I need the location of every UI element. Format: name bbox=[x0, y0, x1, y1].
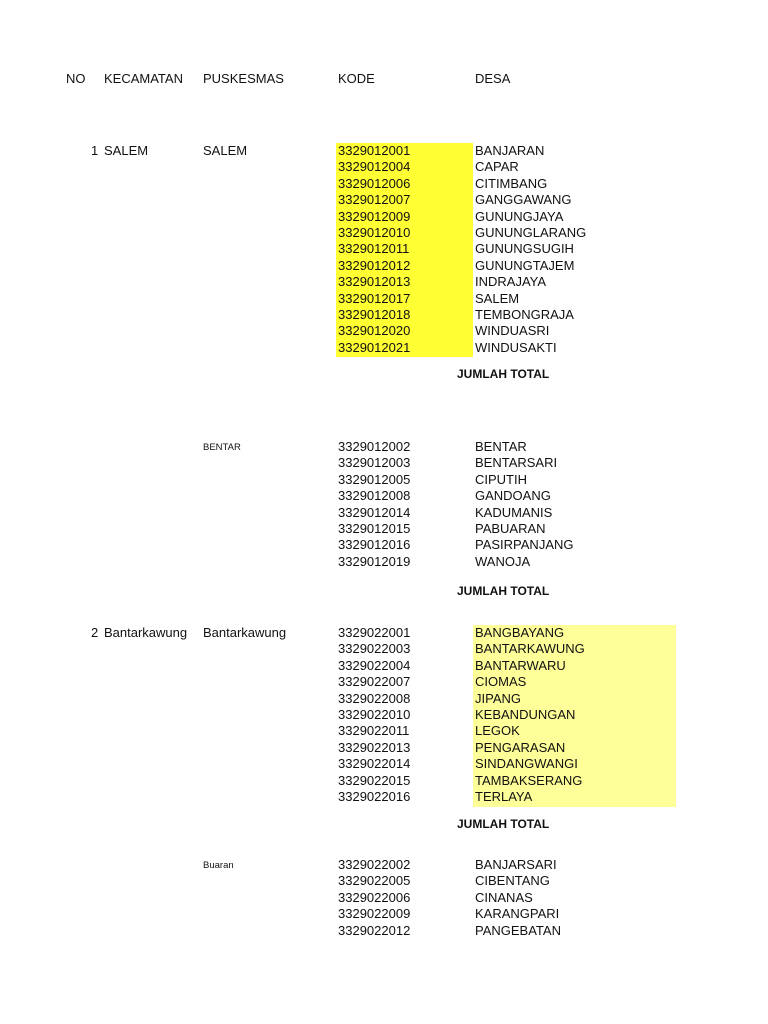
desa-cell: GUNUNGTAJEM bbox=[475, 257, 575, 273]
kode-cell: 3329022001 bbox=[338, 625, 411, 640]
puskesmas-name: BENTAR bbox=[203, 442, 241, 453]
kode-cell: 3329012018 bbox=[338, 306, 411, 322]
kode-cell: 3329022014 bbox=[338, 756, 411, 772]
desa-cell: BANJARAN bbox=[475, 143, 545, 158]
kode-list bbox=[338, 439, 410, 570]
kode-cell: 3329012013 bbox=[338, 274, 411, 290]
header-kecamatan: KECAMATAN bbox=[104, 71, 183, 86]
desa-cell: PENGARASAN bbox=[475, 739, 566, 755]
desa-cell: INDRAJAYA bbox=[475, 274, 547, 290]
kode-cell: 3329012004 bbox=[338, 159, 411, 175]
kode-cell: 3329012017 bbox=[338, 290, 411, 306]
kode-cell: 3329022003 bbox=[338, 641, 411, 657]
desa-cell: GUNUNGJAYA bbox=[475, 208, 564, 224]
desa-cell: SINDANGWANGI bbox=[475, 756, 578, 772]
desa-cell: BENTARSARI bbox=[475, 455, 558, 471]
desa-cell: GANGGAWANG bbox=[475, 192, 572, 208]
desa-cell: KARANGPARI bbox=[475, 906, 560, 922]
desa-list bbox=[475, 439, 573, 570]
group-no: 1 bbox=[91, 143, 99, 158]
desa-cell: WANOJA bbox=[475, 553, 531, 569]
puskesmas-name: SALEM bbox=[203, 143, 248, 158]
kode-cell: 3329022010 bbox=[338, 706, 411, 722]
kode-cell: 3329012005 bbox=[338, 471, 411, 487]
desa-cell: CIOMAS bbox=[475, 674, 527, 690]
puskesmas-name: Bantarkawung bbox=[203, 625, 287, 640]
kecamatan-name: Bantarkawung bbox=[104, 625, 188, 640]
kode-cell: 3329022004 bbox=[338, 657, 411, 673]
kode-cell: 3329022015 bbox=[338, 772, 411, 788]
desa-cell: WINDUASRI bbox=[475, 323, 550, 339]
desa-cell: CIPUTIH bbox=[475, 471, 527, 487]
kode-cell: 3329012003 bbox=[338, 455, 411, 471]
kode-cell: 3329012010 bbox=[338, 224, 411, 240]
desa-list bbox=[475, 143, 586, 356]
kode-list bbox=[338, 143, 410, 356]
kode-cell: 3329012016 bbox=[338, 537, 411, 553]
kode-cell: 3329012006 bbox=[338, 175, 411, 191]
kode-list bbox=[338, 857, 410, 939]
kode-cell: 3329012015 bbox=[338, 520, 411, 536]
kode-list bbox=[338, 625, 410, 805]
desa-cell: TEMBONGRAJA bbox=[475, 306, 574, 322]
group-no: 2 bbox=[91, 625, 99, 640]
desa-cell: KADUMANIS bbox=[475, 504, 553, 520]
header-no: NO bbox=[66, 71, 86, 86]
jumlah-total-label: JUMLAH TOTAL bbox=[457, 584, 550, 598]
desa-cell: BANTARKAWUNG bbox=[475, 641, 585, 657]
desa-cell: PABUARAN bbox=[475, 520, 546, 536]
kode-cell: 3329012001 bbox=[338, 143, 411, 158]
kode-cell: 3329012012 bbox=[338, 257, 411, 273]
kode-cell: 3329022006 bbox=[338, 889, 411, 905]
kode-cell: 3329022005 bbox=[338, 873, 411, 889]
header-kode: KODE bbox=[338, 71, 375, 86]
desa-cell: TAMBAKSERANG bbox=[475, 772, 583, 788]
jumlah-total-label: JUMLAH TOTAL bbox=[457, 817, 550, 831]
kode-cell: 3329012008 bbox=[338, 488, 411, 504]
kode-cell: 3329022012 bbox=[338, 922, 411, 938]
kode-cell: 3329012014 bbox=[338, 504, 411, 520]
desa-cell: BANGBAYANG bbox=[475, 625, 565, 640]
kode-cell: 3329022016 bbox=[338, 788, 411, 804]
desa-cell: GUNUNGSUGIH bbox=[475, 241, 574, 257]
desa-cell: GANDOANG bbox=[475, 488, 551, 504]
desa-cell: LEGOK bbox=[475, 723, 520, 739]
desa-cell: BANTARWARU bbox=[475, 657, 566, 673]
desa-cell: CAPAR bbox=[475, 159, 519, 175]
desa-list bbox=[475, 857, 561, 939]
desa-cell: SALEM bbox=[475, 290, 520, 306]
kode-cell: 3329012021 bbox=[338, 339, 411, 355]
desa-cell: PASIRPANJANG bbox=[475, 537, 574, 553]
desa-cell: JIPANG bbox=[475, 690, 521, 706]
desa-cell: KEBANDUNGAN bbox=[475, 706, 576, 722]
desa-cell: PANGEBATAN bbox=[475, 922, 561, 938]
kode-cell: 3329022009 bbox=[338, 906, 411, 922]
header-puskesmas: PUSKESMAS bbox=[203, 71, 284, 86]
desa-cell: CIBENTANG bbox=[475, 873, 550, 889]
kode-cell: 3329022011 bbox=[338, 723, 410, 739]
puskesmas-name: Buaran bbox=[203, 860, 234, 871]
desa-cell: TERLAYA bbox=[475, 788, 533, 804]
kecamatan-name: SALEM bbox=[104, 143, 149, 158]
kode-cell: 3329022008 bbox=[338, 690, 411, 706]
kode-cell: 3329012002 bbox=[338, 439, 411, 454]
kode-cell: 3329012019 bbox=[338, 553, 411, 569]
kode-cell: 3329022002 bbox=[338, 857, 411, 872]
kode-cell: 3329022007 bbox=[338, 674, 411, 690]
kode-cell: 3329012011 bbox=[338, 241, 410, 257]
desa-cell: WINDUSAKTI bbox=[475, 339, 557, 355]
desa-cell: CINANAS bbox=[475, 889, 533, 905]
kode-cell: 3329012020 bbox=[338, 323, 411, 339]
header-desa: DESA bbox=[475, 71, 511, 86]
desa-list bbox=[475, 625, 585, 805]
kode-cell: 3329022013 bbox=[338, 739, 411, 755]
kode-cell: 3329012009 bbox=[338, 208, 411, 224]
kode-cell: 3329012007 bbox=[338, 192, 411, 208]
desa-cell: CITIMBANG bbox=[475, 175, 548, 191]
jumlah-total-label: JUMLAH TOTAL bbox=[457, 367, 550, 381]
desa-cell: GUNUNGLARANG bbox=[475, 224, 587, 240]
desa-cell: BANJARSARI bbox=[475, 857, 557, 872]
desa-cell: BENTAR bbox=[475, 439, 527, 454]
